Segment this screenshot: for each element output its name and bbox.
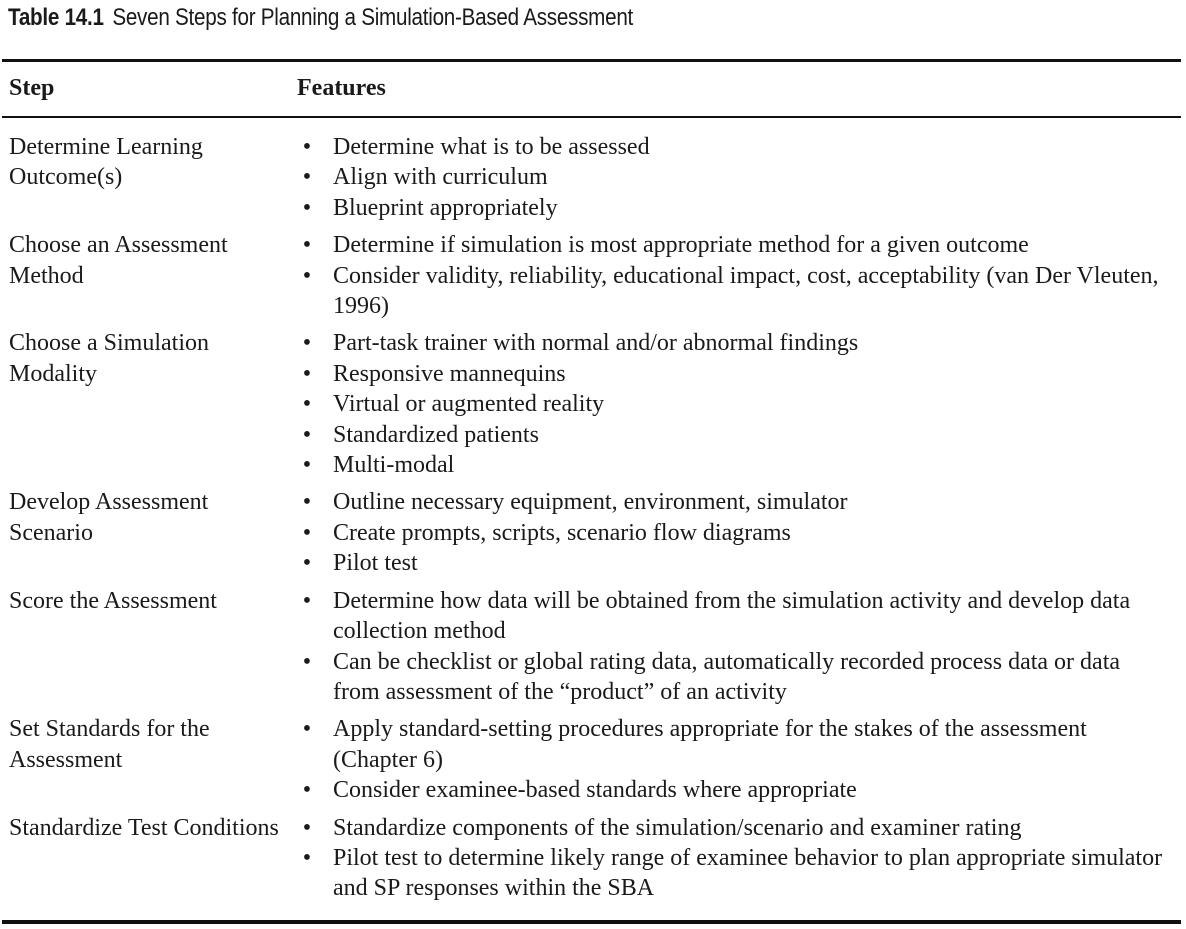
features-list: [288, 586, 1168, 708]
bullet-icon: •: [302, 262, 312, 289]
bullet-icon: •: [302, 452, 312, 479]
header-rule: [2, 116, 1181, 118]
features-list: [288, 328, 1168, 480]
table-row: [0, 586, 1186, 708]
feature-text: Consider examinee-based standards where appropriate: [333, 777, 857, 804]
feature-item: [288, 548, 1168, 578]
feature-item: [288, 518, 1168, 548]
feature-item: [288, 586, 1168, 647]
feature-text: Standardize components of the simulation/scenario and examiner rating: [333, 814, 1022, 841]
step-cell: Develop Assessment Scenario: [9, 489, 209, 546]
column-header-step: Step: [9, 75, 55, 101]
feature-item: [288, 813, 1168, 843]
bullet-icon: •: [302, 648, 312, 675]
feature-text: Can be checklist or global rating data, automatically recorded process data or data from assessment of the “product” of an activity: [333, 648, 1121, 705]
step-cell: Standardize Test Conditions: [9, 814, 279, 841]
feature-item: [288, 132, 1168, 162]
features-list: [288, 487, 1168, 578]
step-cell: Score the Assessment: [9, 587, 217, 614]
bullet-icon: •: [302, 360, 312, 387]
feature-text: Responsive mannequins: [333, 360, 566, 387]
table-row: [0, 813, 1186, 904]
bullet-icon: •: [302, 164, 312, 191]
features-list: [288, 714, 1168, 805]
table-title: Seven Steps for Planning a Simulation-Based Assessment: [112, 4, 634, 31]
bullet-icon: •: [302, 489, 312, 516]
feature-item: [288, 193, 1168, 223]
bullet-icon: •: [302, 330, 312, 357]
step-cell: Choose a Simulation Modality: [9, 330, 209, 387]
features-list: [288, 230, 1168, 321]
step-cell: Determine Learning Outcome(s): [9, 134, 203, 191]
feature-text: Determine what is to be assessed: [333, 134, 650, 160]
table-row: [0, 132, 1186, 223]
feature-text: Determine how data will be obtained from the simulation activity and develop data collection method: [333, 587, 1131, 645]
bullet-icon: •: [302, 391, 312, 418]
top-rule: [2, 59, 1181, 62]
feature-text: Part-task trainer with normal and/or abnormal findings: [333, 330, 859, 357]
bullet-icon: •: [302, 134, 312, 160]
feature-item: [288, 714, 1168, 775]
feature-text: Standardized patients: [333, 421, 539, 448]
feature-text: Create prompts, scripts, scenario flow diagrams: [333, 519, 791, 546]
feature-item: [288, 775, 1168, 805]
table-row: [0, 714, 1186, 805]
bullet-icon: •: [302, 814, 312, 841]
feature-item: [288, 843, 1168, 904]
bullet-icon: •: [302, 587, 312, 614]
table-row: [0, 487, 1186, 578]
feature-item: [288, 647, 1168, 708]
feature-text: Apply standard-setting procedures appropriate for the stakes of the assessment (Chapter 6): [333, 716, 1087, 773]
feature-text: Multi-modal: [333, 452, 455, 479]
step-cell: Choose an Assessment Method: [9, 232, 228, 289]
bullet-icon: •: [302, 194, 312, 221]
feature-text: Consider validity, reliability, educational impact, cost, acceptability (van Der Vleuten, 1996): [333, 262, 1159, 320]
feature-text: Pilot test to determine likely range of examinee behavior to plan appropriate simulator and SP responses within the SBA: [333, 844, 1163, 902]
bullet-icon: •: [302, 550, 312, 577]
feature-item: [288, 487, 1168, 517]
bullet-icon: •: [302, 844, 312, 871]
feature-text: Blueprint appropriately: [333, 194, 558, 221]
feature-text: Determine if simulation is most appropriate method for a given outcome: [333, 232, 1029, 259]
features-list: [288, 132, 1168, 223]
bullet-icon: •: [302, 777, 312, 804]
feature-item: [288, 162, 1168, 192]
feature-item: [288, 261, 1168, 322]
step-cell: Set Standards for the Assessment: [9, 716, 210, 773]
table-row: [0, 328, 1186, 480]
bottom-rule: [2, 920, 1181, 924]
bullet-icon: •: [302, 421, 312, 448]
bullet-icon: •: [302, 232, 312, 259]
feature-text: Align with curriculum: [333, 164, 548, 191]
feature-text: Virtual or augmented reality: [333, 391, 605, 418]
feature-text: Outline necessary equipment, environment, simulator: [333, 489, 848, 516]
feature-item: [288, 450, 1168, 480]
features-list: [288, 813, 1168, 904]
feature-item: [288, 420, 1168, 450]
table-body: [0, 132, 1186, 911]
feature-text: Pilot test: [333, 550, 418, 577]
feature-item: [288, 328, 1168, 358]
table-row: [0, 230, 1186, 321]
feature-item: [288, 230, 1168, 260]
feature-item: [288, 389, 1168, 419]
bullet-icon: •: [302, 716, 312, 743]
bullet-icon: •: [302, 519, 312, 546]
table-caption: [8, 4, 633, 32]
column-header-features: Features: [297, 75, 386, 101]
feature-item: [288, 359, 1168, 389]
table-label: Table 14.1: [8, 4, 104, 31]
